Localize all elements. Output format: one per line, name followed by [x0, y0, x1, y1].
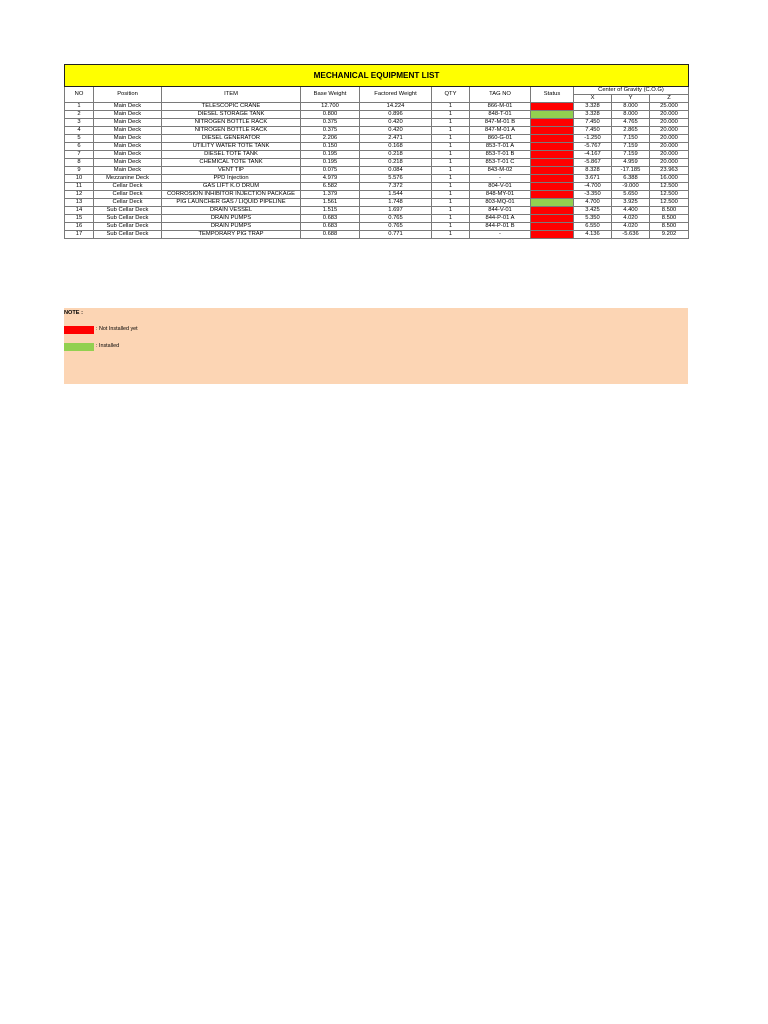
cell-tag-no: 847-M-01 A	[470, 127, 531, 135]
cell-status	[531, 215, 574, 223]
cell-factored-weight: 0.771	[360, 231, 432, 239]
header-center-of-gravity: Center of Gravity (C.O.G)	[574, 87, 689, 95]
cell-factored-weight: 5.576	[360, 175, 432, 183]
cell-status	[531, 159, 574, 167]
cell-cog-z: 23.963	[650, 167, 689, 175]
header-factored-weight: Factored Weight	[360, 87, 432, 103]
cell-cog-y: 2.865	[612, 127, 650, 135]
cell-item: TELESCOPIC CRANE	[162, 103, 301, 111]
cell-factored-weight: 1.697	[360, 207, 432, 215]
cell-cog-z: 8.500	[650, 207, 689, 215]
cell-item: UTILITY WATER TOTE TANK	[162, 143, 301, 151]
cell-cog-x: 3.328	[574, 103, 612, 111]
cell-cog-x: -4.167	[574, 151, 612, 159]
table-row	[65, 207, 689, 215]
cell-cog-y: 4.765	[612, 119, 650, 127]
table-row	[65, 103, 689, 111]
cell-qty: 1	[432, 231, 470, 239]
cell-no: 12	[65, 191, 94, 199]
legend-swatch-installed	[64, 343, 94, 351]
table-row	[65, 223, 689, 231]
cell-position: Main Deck	[94, 103, 162, 111]
cell-cog-z: 9.202	[650, 231, 689, 239]
header-tag-no: TAG NO	[470, 87, 531, 103]
cell-cog-y: -5.636	[612, 231, 650, 239]
cell-position: Sub Cellar Deck	[94, 215, 162, 223]
cell-no: 14	[65, 207, 94, 215]
cell-no: 1	[65, 103, 94, 111]
header-qty: QTY	[432, 87, 470, 103]
cell-base-weight: 4.979	[301, 175, 360, 183]
cell-tag-no: 853-T-01 B	[470, 151, 531, 159]
table-row	[65, 159, 689, 167]
cell-status	[531, 111, 574, 119]
cell-qty: 1	[432, 111, 470, 119]
cell-position: Cellar Deck	[94, 191, 162, 199]
cell-no: 16	[65, 223, 94, 231]
cell-cog-z: 20.000	[650, 127, 689, 135]
cell-tag-no: -	[470, 175, 531, 183]
cell-factored-weight: 0.084	[360, 167, 432, 175]
cell-item: CHEMICAL TOTE TANK	[162, 159, 301, 167]
cell-status	[531, 127, 574, 135]
cell-base-weight: 0.375	[301, 119, 360, 127]
legend-label-installed: : Installed	[96, 343, 120, 349]
cell-position: Main Deck	[94, 135, 162, 143]
cell-cog-y: 7.159	[612, 143, 650, 151]
cell-cog-z: 12.500	[650, 183, 689, 191]
cell-position: Sub Cellar Deck	[94, 231, 162, 239]
cell-qty: 1	[432, 223, 470, 231]
cell-qty: 1	[432, 215, 470, 223]
cell-base-weight: 0.075	[301, 167, 360, 175]
table-row	[65, 199, 689, 207]
cell-status	[531, 223, 574, 231]
cell-tag-no: 866-M-01	[470, 103, 531, 111]
cell-cog-z: 12.500	[650, 199, 689, 207]
table-row	[65, 191, 689, 199]
cell-item: DRAIN PUMPS	[162, 223, 301, 231]
header-cog-y: Y	[612, 95, 650, 103]
cell-cog-y: 4.400	[612, 207, 650, 215]
header-cog-x: X	[574, 95, 612, 103]
cell-tag-no: 860-G-01	[470, 135, 531, 143]
cell-cog-z: 20.000	[650, 143, 689, 151]
cell-tag-no: 853-T-01 A	[470, 143, 531, 151]
table-row	[65, 135, 689, 143]
cell-no: 4	[65, 127, 94, 135]
cell-position: Main Deck	[94, 151, 162, 159]
cell-no: 11	[65, 183, 94, 191]
cell-cog-x: -3.350	[574, 191, 612, 199]
table-row	[65, 151, 689, 159]
cell-qty: 1	[432, 191, 470, 199]
cell-tag-no: 848-MY-01	[470, 191, 531, 199]
cell-cog-z: 8.500	[650, 215, 689, 223]
header-base-weight: Base Weight	[301, 87, 360, 103]
cell-qty: 1	[432, 151, 470, 159]
table-row	[65, 231, 689, 239]
cell-status	[531, 103, 574, 111]
cell-factored-weight: 14.224	[360, 103, 432, 111]
cell-cog-x: 8.328	[574, 167, 612, 175]
cell-cog-y: -17.185	[612, 167, 650, 175]
cell-factored-weight: 0.765	[360, 223, 432, 231]
cell-status	[531, 143, 574, 151]
table-row	[65, 167, 689, 175]
cell-position: Main Deck	[94, 167, 162, 175]
cell-item: NITROGEN BOTTLE RACK	[162, 119, 301, 127]
cell-cog-x: -5.767	[574, 143, 612, 151]
header-item: ITEM	[162, 87, 301, 103]
cell-base-weight: 12.700	[301, 103, 360, 111]
header-no: NO	[65, 87, 94, 103]
sheet-title: MECHANICAL EQUIPMENT LIST	[65, 65, 689, 87]
cell-status	[531, 167, 574, 175]
cell-base-weight: 0.800	[301, 111, 360, 119]
cell-cog-z: 20.000	[650, 151, 689, 159]
cell-base-weight: 2.206	[301, 135, 360, 143]
cell-qty: 1	[432, 183, 470, 191]
cell-cog-z: 25.000	[650, 103, 689, 111]
cell-base-weight: 6.582	[301, 183, 360, 191]
cell-tag-no: 803-MQ-01	[470, 199, 531, 207]
table-row	[65, 215, 689, 223]
cell-position: Cellar Deck	[94, 199, 162, 207]
table-row	[65, 119, 689, 127]
cell-qty: 1	[432, 159, 470, 167]
cell-cog-y: 3.925	[612, 199, 650, 207]
cell-base-weight: 0.688	[301, 231, 360, 239]
cell-base-weight: 0.195	[301, 159, 360, 167]
cell-factored-weight: 0.765	[360, 215, 432, 223]
cell-tag-no: 853-T-01 C	[470, 159, 531, 167]
cell-cog-y: 4.020	[612, 223, 650, 231]
cell-no: 17	[65, 231, 94, 239]
cell-no: 15	[65, 215, 94, 223]
cell-factored-weight: 1.748	[360, 199, 432, 207]
cell-cog-x: -4.700	[574, 183, 612, 191]
cell-cog-y: 4.020	[612, 215, 650, 223]
cell-cog-x: -5.867	[574, 159, 612, 167]
cell-cog-z: 20.000	[650, 111, 689, 119]
header-cog-z: Z	[650, 95, 689, 103]
cell-qty: 1	[432, 199, 470, 207]
cell-item: DIESEL TOTE TANK	[162, 151, 301, 159]
cell-cog-z: 20.000	[650, 135, 689, 143]
cell-status	[531, 231, 574, 239]
cell-factored-weight: 0.896	[360, 111, 432, 119]
cell-base-weight: 0.683	[301, 215, 360, 223]
cell-factored-weight: 0.218	[360, 159, 432, 167]
cell-item: DRAIN VESSEL	[162, 207, 301, 215]
cell-qty: 1	[432, 135, 470, 143]
cell-qty: 1	[432, 119, 470, 127]
cell-cog-y: 4.959	[612, 159, 650, 167]
cell-base-weight: 0.375	[301, 127, 360, 135]
cell-position: Main Deck	[94, 127, 162, 135]
cell-no: 7	[65, 151, 94, 159]
cell-position: Main Deck	[94, 119, 162, 127]
cell-status	[531, 135, 574, 143]
cell-item: NITROGEN BOTTLE RACK	[162, 127, 301, 135]
cell-base-weight: 1.379	[301, 191, 360, 199]
cell-factored-weight: 0.420	[360, 119, 432, 127]
cell-qty: 1	[432, 207, 470, 215]
table-row	[65, 143, 689, 151]
cell-cog-x: 3.425	[574, 207, 612, 215]
cell-cog-y: -9.000	[612, 183, 650, 191]
cell-cog-y: 5.650	[612, 191, 650, 199]
cell-cog-x: 7.450	[574, 119, 612, 127]
cell-item: PPD Injection	[162, 175, 301, 183]
cell-qty: 1	[432, 175, 470, 183]
cell-factored-weight: 0.218	[360, 151, 432, 159]
cell-qty: 1	[432, 167, 470, 175]
cell-no: 2	[65, 111, 94, 119]
cell-position: Sub Cellar Deck	[94, 223, 162, 231]
cell-status	[531, 199, 574, 207]
cell-no: 10	[65, 175, 94, 183]
cell-position: Sub Cellar Deck	[94, 207, 162, 215]
cell-base-weight: 1.561	[301, 199, 360, 207]
cell-position: Mezzanine Deck	[94, 175, 162, 183]
cell-factored-weight: 1.544	[360, 191, 432, 199]
cell-item: VENT TIP	[162, 167, 301, 175]
cell-status	[531, 191, 574, 199]
table-row	[65, 183, 689, 191]
cell-no: 9	[65, 167, 94, 175]
cell-status	[531, 175, 574, 183]
cell-status	[531, 151, 574, 159]
cell-cog-z: 20.000	[650, 159, 689, 167]
legend-swatch-not-installed	[64, 326, 94, 334]
cell-cog-x: 4.700	[574, 199, 612, 207]
cell-cog-x: 5.350	[574, 215, 612, 223]
cell-no: 13	[65, 199, 94, 207]
cell-status	[531, 207, 574, 215]
cell-cog-y: 7.159	[612, 151, 650, 159]
cell-item: GAS LIFT K.O DRUM	[162, 183, 301, 191]
cell-item: PIG LAUNCHER GAS / LIQUID PIPELINE	[162, 199, 301, 207]
cell-cog-x: 7.450	[574, 127, 612, 135]
note-box	[64, 308, 688, 384]
cell-position: Main Deck	[94, 159, 162, 167]
cell-cog-y: 7.150	[612, 135, 650, 143]
cell-tag-no: 804-V-01	[470, 183, 531, 191]
cell-base-weight: 1.515	[301, 207, 360, 215]
cell-cog-y: 8.000	[612, 111, 650, 119]
legend-label-not-installed: : Not Installed yet	[96, 326, 138, 332]
cell-position: Cellar Deck	[94, 183, 162, 191]
cell-no: 6	[65, 143, 94, 151]
equipment-sheet	[64, 64, 688, 239]
table-row	[65, 127, 689, 135]
cell-tag-no: 848-T-01	[470, 111, 531, 119]
table-row	[65, 175, 689, 183]
cell-cog-y: 8.000	[612, 103, 650, 111]
cell-status	[531, 183, 574, 191]
cell-tag-no: -	[470, 231, 531, 239]
cell-cog-x: 6.550	[574, 223, 612, 231]
cell-cog-x: 4.136	[574, 231, 612, 239]
cell-factored-weight: 0.420	[360, 127, 432, 135]
cell-cog-z: 8.500	[650, 223, 689, 231]
equipment-table	[64, 64, 689, 239]
cell-item: DRAIN PUMPS	[162, 215, 301, 223]
cell-factored-weight: 2.471	[360, 135, 432, 143]
cell-tag-no: 843-M-02	[470, 167, 531, 175]
cell-qty: 1	[432, 127, 470, 135]
cell-factored-weight: 0.168	[360, 143, 432, 151]
cell-cog-z: 16.000	[650, 175, 689, 183]
cell-qty: 1	[432, 103, 470, 111]
cell-status	[531, 119, 574, 127]
header-status: Status	[531, 87, 574, 103]
cell-tag-no: 844-P-01 A	[470, 215, 531, 223]
cell-cog-z: 20.000	[650, 119, 689, 127]
cell-qty: 1	[432, 143, 470, 151]
cell-tag-no: 847-M-01 B	[470, 119, 531, 127]
cell-tag-no: 844-V-01	[470, 207, 531, 215]
cell-base-weight: 0.195	[301, 151, 360, 159]
cell-cog-x: -1.250	[574, 135, 612, 143]
cell-factored-weight: 7.372	[360, 183, 432, 191]
cell-no: 5	[65, 135, 94, 143]
cell-position: Main Deck	[94, 111, 162, 119]
cell-item: CORROSION INHIBITOR INJECTION PACKAGE	[162, 191, 301, 199]
cell-no: 8	[65, 159, 94, 167]
note-title: NOTE :	[64, 310, 83, 316]
cell-cog-y: 6.388	[612, 175, 650, 183]
cell-item: DIESEL GENERATOR	[162, 135, 301, 143]
header-position: Position	[94, 87, 162, 103]
cell-no: 3	[65, 119, 94, 127]
table-row	[65, 111, 689, 119]
cell-cog-x: 3.328	[574, 111, 612, 119]
cell-base-weight: 0.683	[301, 223, 360, 231]
cell-position: Main Deck	[94, 143, 162, 151]
cell-base-weight: 0.150	[301, 143, 360, 151]
cell-cog-z: 12.500	[650, 191, 689, 199]
cell-item: TEMPORARY PIG TRAP	[162, 231, 301, 239]
cell-tag-no: 844-P-01 B	[470, 223, 531, 231]
cell-item: DIESEL STORAGE TANK	[162, 111, 301, 119]
cell-cog-x: 3.671	[574, 175, 612, 183]
equipment-rows	[65, 103, 689, 239]
